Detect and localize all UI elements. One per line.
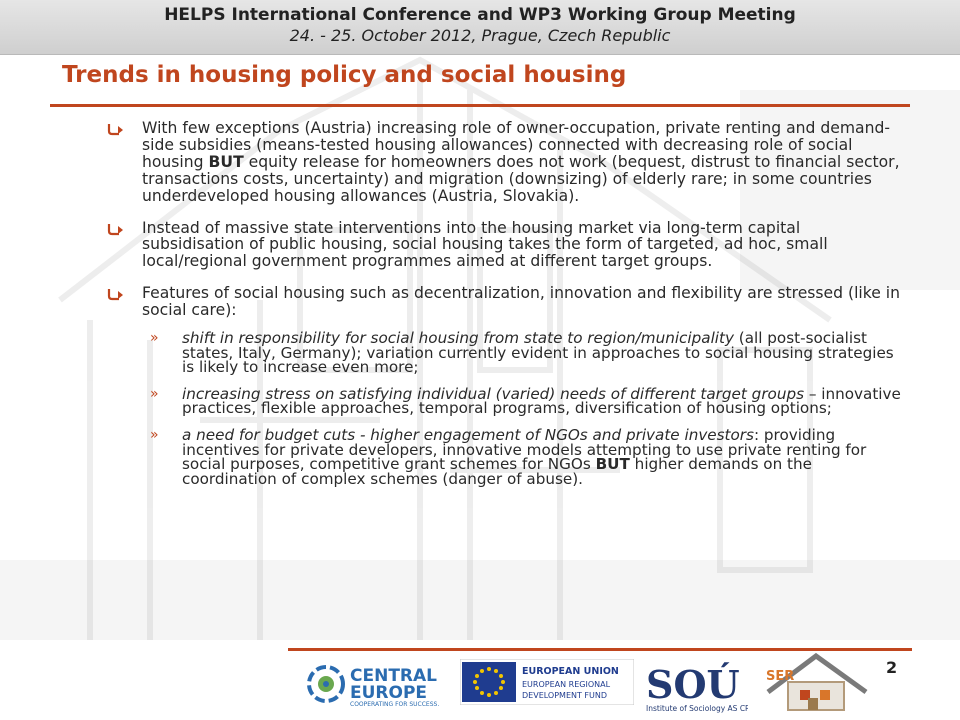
conference-title: HELPS International Conference and WP3 Working Group Meeting [164, 5, 796, 25]
sub-bullet-marker: » [150, 385, 159, 402]
house-icon [760, 652, 872, 712]
ser-logo-mark: SER [766, 669, 795, 684]
eu-logo-line1: EUROPEAN UNION [522, 666, 619, 677]
conference-date: 24. - 25. October 2012, Prague, Czech Republic [289, 26, 671, 45]
central-logo-line1: CENTRAL [350, 666, 437, 686]
sub-bullet-text: : providing incentives for private developers, innovative models attempting to use private renting for social purposes, competitive grant schemes for NGOs [182, 426, 867, 474]
sou-logo [644, 656, 748, 714]
slide-title: Trends in housing policy and social housing [62, 62, 627, 88]
bullet-item [106, 120, 906, 205]
bullet-item [106, 220, 906, 271]
central-logo-tagline: COOPERATING FOR SUCCESS. [350, 701, 440, 708]
bullet-emphasis: BUT [208, 152, 244, 171]
page-number: 2 [886, 658, 898, 677]
arrow-bullet-icon [106, 287, 126, 301]
bullet-text: equity release for homeowners does not work (bequest, distrust to financial sector, transactions costs, uncertainty) and migration (downsizing) of elderly rare; in some countries underdeveloped housing allowances (Austria, Slovakia). [142, 152, 900, 205]
title-divider [50, 104, 910, 107]
sub-bullet-marker: » [150, 427, 159, 444]
central-europe-logo [306, 660, 452, 708]
ser-logo [760, 652, 872, 712]
footer-divider [288, 648, 912, 651]
sub-bullet-text: – innovative practices, flexible approaches, temporal programs, diversification of housing options; [182, 384, 901, 418]
sou-logo-mark: SOÚ [646, 662, 740, 707]
eu-logo-line2: EUROPEAN REGIONAL [522, 680, 611, 689]
sub-bullet-item [106, 331, 906, 375]
sou-logo-caption: Institute of Sociology AS CR [646, 704, 748, 713]
sub-bullet-bold: BUT [595, 455, 630, 474]
sub-bullet-emphasis: a need for budget cuts - higher engagement of NGOs and private investors [182, 426, 754, 445]
bullet-item [106, 285, 906, 319]
sub-bullet-item [106, 384, 906, 418]
slide-content [106, 120, 906, 498]
bullet-text: Instead of massive state interventions into the housing market via long-term capital subsidisation of public housing, social housing takes the form of targeted, ad hoc, small local/regional government programmes aimed at different target groups. [142, 218, 828, 271]
bullet-text: Features of social housing such as decentralization, innovation and flexibility are stressed (like in social care): [142, 284, 900, 320]
central-europe-emblem-icon [306, 660, 452, 708]
sub-bullet-item [106, 428, 906, 486]
bullet-text: With few exceptions (Austria) increasing role of owner-occupation, private renting and demand-side subsidies (means-tested housing allowances) connected with decreasing role of social housing [142, 119, 891, 171]
sub-bullet-emphasis: increasing stress on satisfying individual (varied) needs of different target groups [182, 384, 805, 403]
conference-header [0, 0, 960, 55]
sub-bullet-marker: » [150, 330, 159, 347]
arrow-bullet-icon [106, 222, 126, 236]
arrow-bullet-icon [106, 122, 126, 136]
eu-logo-line3: DEVELOPMENT FUND [522, 691, 608, 700]
sub-bullet-text: higher demands on the coordination of complex schemes (danger of abuse). [182, 455, 812, 488]
sub-bullet-text: (all post-socialist states, Italy, Germany); variation currently evident in approaches to social housing strategies is likely to increase even more; [182, 329, 894, 377]
sub-bullet-emphasis: shift in responsibility for social housing from state to region/municipality [182, 329, 734, 348]
central-logo-line2: EUROPE [350, 683, 428, 703]
eu-logo [460, 659, 634, 705]
